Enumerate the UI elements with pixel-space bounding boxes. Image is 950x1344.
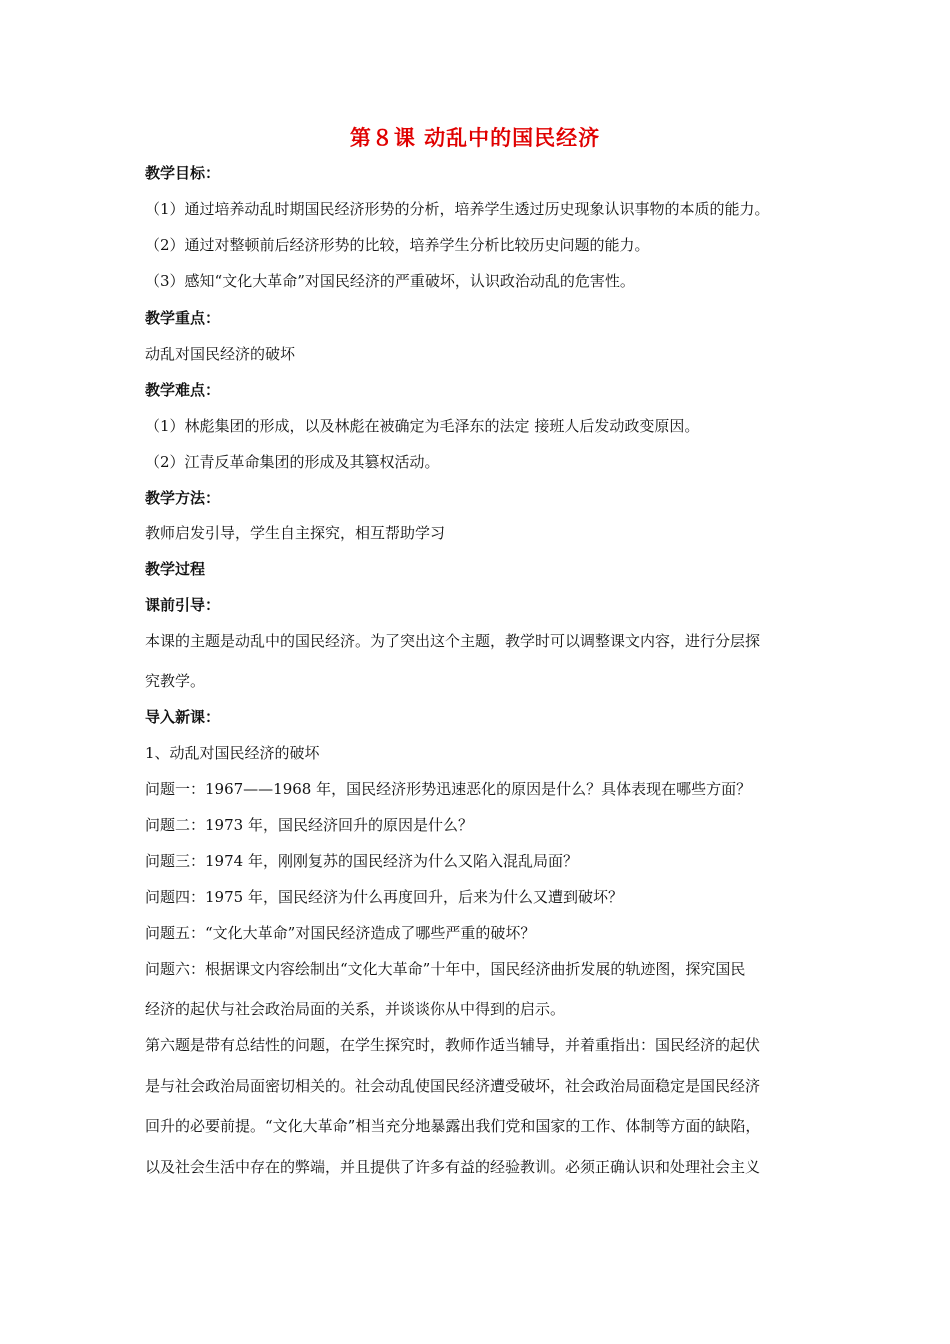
question-5: 问题五：“文化大革命”对国民经济造成了哪些严重的破坏？ (145, 924, 536, 942)
difficulty-1: （1）林彪集团的形成，以及林彪在被确定为毛泽东的法定 接班人后发动政变原因。 (145, 417, 700, 435)
question-6-line-1: 问题六：根据课文内容绘制出“文化大革命”十年中，国民经济曲折发展的轨迹图，探究国民 (145, 960, 746, 978)
page-title: 第８课 动乱中的国民经济 (349, 125, 601, 150)
item-1: 1、动乱对国民经济的破坏 (145, 744, 320, 762)
objective-1: （1）通过培养动乱时期国民经济形势的分析，培养学生透过历史现象认识事物的本质的能力。 (145, 200, 770, 218)
preclass-line-2: 究教学。 (145, 672, 206, 690)
intro-heading: 导入新课： (145, 708, 221, 726)
method-heading: 教学方法： (145, 489, 221, 507)
question-4: 问题四：1975 年，国民经济为什么再度回升，后来为什么又遭到破坏？ (145, 888, 623, 906)
question-6-line-2: 经济的起伏与社会政治局面的关系，并谈谈你从中得到的启示。 (145, 1000, 566, 1018)
method-text: 教师启发引导，学生自主探究，相互帮助学习 (145, 524, 446, 542)
preclass-line-1: 本课的主题是动乱中的国民经济。为了突出这个主题，教学时可以调整课文内容，进行分层探 (145, 632, 761, 650)
question-3: 问题三：1974 年，刚刚复苏的国民经济为什么又陷入混乱局面？ (145, 852, 578, 870)
summary-line-1: 第六题是带有总结性的问题，在学生探究时，教师作适当辅导，并着重指出：国民经济的起伏 (145, 1036, 761, 1054)
objectives-heading: 教学目标： (145, 164, 221, 182)
preclass-heading: 课前引导： (145, 596, 221, 614)
objective-2: （2）通过对整顿前后经济形势的比较，培养学生分析比较历史问题的能力。 (145, 236, 650, 254)
summary-line-2: 是与社会政治局面密切相关的。社会动乱使国民经济遭受破坏，社会政治局面稳定是国民经济 (145, 1077, 761, 1095)
question-2: 问题二：1973 年，国民经济回升的原因是什么？ (145, 816, 473, 834)
process-heading: 教学过程 (145, 560, 206, 578)
question-1: 问题一：1967——1968 年，国民经济形势迅速恶化的原因是什么？具体表现在哪些方面？ (145, 780, 752, 798)
key-point-heading: 教学重点： (145, 309, 221, 327)
difficulty-2: （2）江青反革命集团的形成及其篡权活动。 (145, 453, 440, 471)
summary-line-4: 以及社会生活中存在的弊端，并且提供了许多有益的经验教训。必须正确认识和处理社会主义 (145, 1158, 761, 1176)
difficulty-heading: 教学难点： (145, 381, 221, 399)
objective-3: （3）感知“文化大革命”对国民经济的严重破坏，认识政治动乱的危害性。 (145, 272, 635, 290)
key-point-text: 动乱对国民经济的破坏 (145, 345, 296, 363)
summary-line-3: 回升的必要前提。“文化大革命”相当充分地暴露出我们党和国家的工作、体制等方面的缺陷， (145, 1117, 761, 1135)
